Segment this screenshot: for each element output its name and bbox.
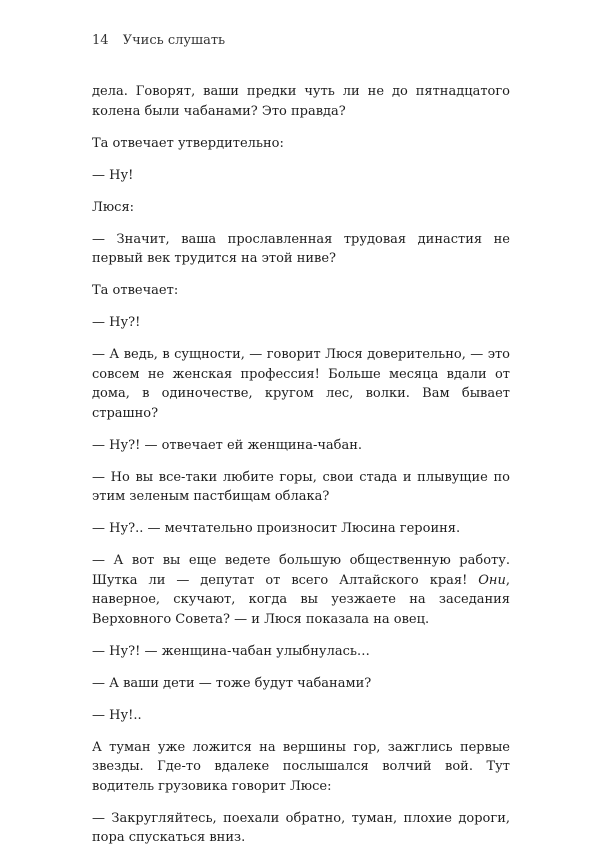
paragraph: Та отвечает утвердительно: — [92, 135, 284, 151]
paragraph-with-emphasis — [92, 551, 510, 629]
paragraph: — Ну?! — женщина-чабан улыбнулась… — [92, 643, 370, 659]
paragraph: — Ну?! — отвечает ей женщина-чабан. — [92, 437, 363, 453]
paragraph: — Ну!.. — [92, 707, 142, 723]
paragraph: Люся: — [92, 199, 135, 215]
paragraph: — Ну! — [92, 167, 134, 183]
paragraph: — Ну?! — [92, 315, 141, 330]
paragraph: — А ваши дети — тоже будут чабанами? — [92, 675, 372, 691]
paragraph-text-before: — А вот вы еще ведете большую общественную работу. Шутка ли — депутат от всего Алтайского края! — [92, 553, 510, 588]
paragraph: дела. Говорят, ваши предки чуть ли не до пятнадцатого колена были чабанами? Это правда? — [92, 84, 510, 119]
paragraph: Та отвечает: — [92, 283, 179, 298]
paragraph: — А ведь, в сущности, — говорит Люся доверительно, — это совсем не женская профессия! Больше месяца вдали от дома, в одиночестве, кругом лес, волки. Вам бывает страшно? — [92, 347, 510, 421]
running-header — [92, 33, 225, 48]
running-title: Учись слушать — [122, 33, 226, 48]
body-text — [92, 82, 510, 860]
paragraph: — Значит, ваша прославленная трудовая династия не первый век трудится на этой ниве? — [92, 231, 510, 266]
page-number: 14 — [92, 33, 109, 48]
paragraph-text-after: , наверное, скучают, когда вы уезжаете на заседания Верховного Совета? — и Люся показала на овец. — [92, 572, 510, 627]
paragraph: — Закругляйтесь, поехали обратно, туман, плохие дороги, пора спускаться вниз. — [92, 810, 510, 845]
emphasized-word: Они — [478, 572, 506, 588]
paragraph: — Ну?.. — мечтательно произносит Люсина героиня. — [92, 521, 461, 536]
paragraph: А туман уже ложится на вершины гор, зажглись первые звезды. Где-то вдалеке послышался волчий вой. Тут водитель грузовика говорит Люсе: — [92, 739, 510, 794]
paragraph: — Но вы все-таки любите горы, свои стада и плывущие по этим зеленым пастбищам облака? — [92, 469, 510, 504]
